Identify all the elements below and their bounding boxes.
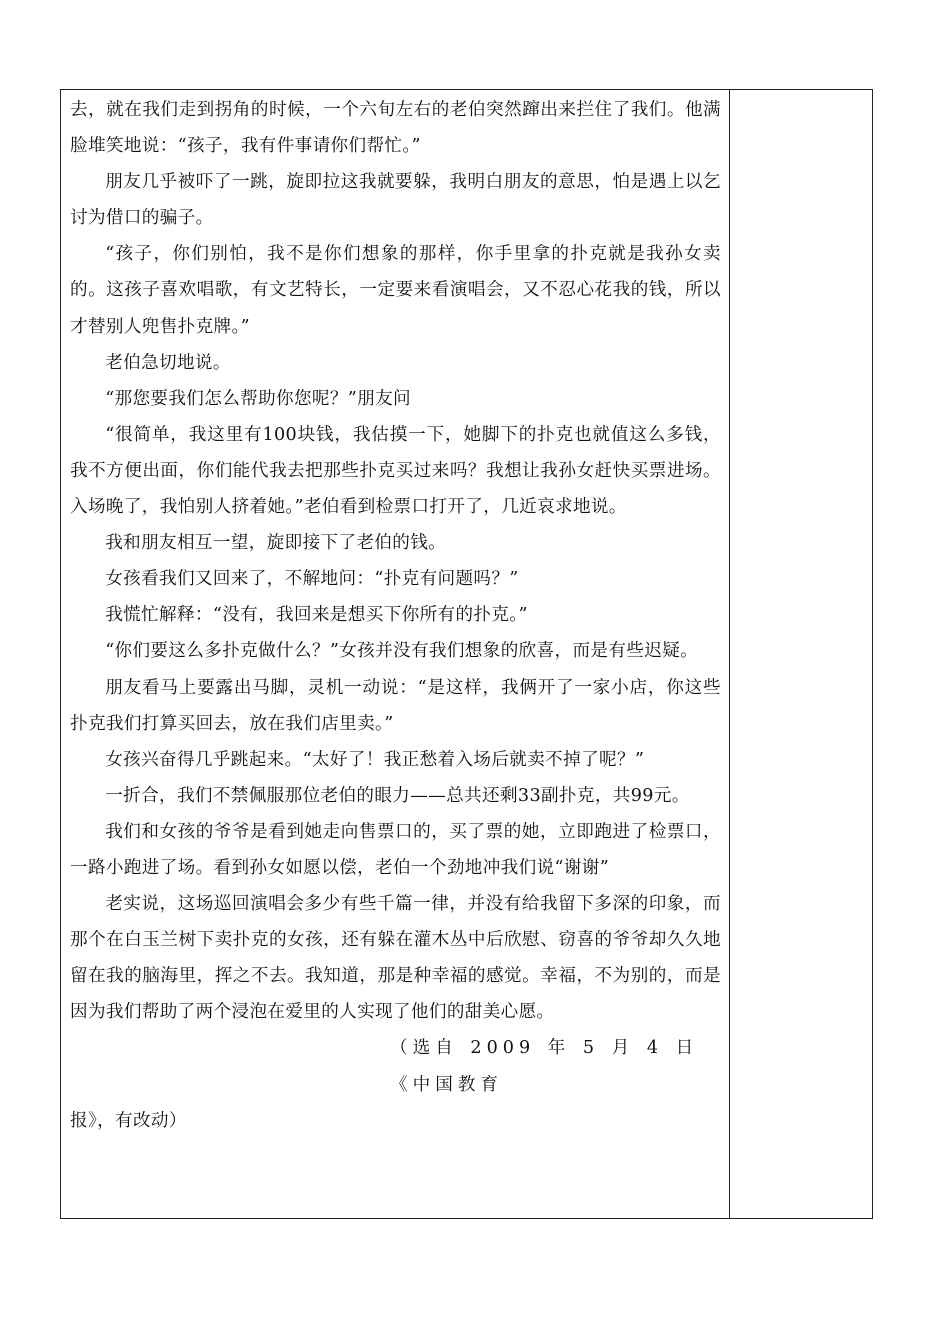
paragraph-8: 女孩看我们又回来了，不解地问：“扑克有问题吗？” [105,569,519,590]
paragraph-10: “你们要这么多扑克做什么？”女孩并没有我们想象的欣喜，而是有些迟疑。 [105,641,699,662]
document-table [60,89,873,1219]
paragraph-5: “那您要我们怎么帮助你您呢？”朋友问 [105,388,411,409]
source-citation-line-1 [70,1030,721,1102]
source-citation-line-2: 报》，有改动） [70,1110,187,1131]
paragraph-15: 老实说，这场巡回演唱会多少有些千篇一律，并没有给我留下多深的印象，而那个在白玉兰树下卖扑克的女孩，还有躲在灌木丛中后欣慰、窃喜的爷爷却久久地留在我的脑海里，挥之不去。我知道，那是种幸福的感觉。幸福，不为别的，而是因为我们帮助了两个浸泡在爱里的人实现了他们的甜美心愿。 [70,894,721,1023]
paragraph-13: 一折合，我们不禁佩服那位老伯的眼力——总共还剩33副扑克，共99元。 [105,785,690,806]
paragraph-14: 我们和女孩的爷爷是看到她走向售票口的，买了票的她，立即跑进了检票口，一路小跑进了场。看到孙女如愿以偿，老伯一个劲地冲我们说“谢谢” [70,821,721,878]
story-text-cell [61,90,730,1218]
paragraph-11: 朋友看马上要露出马脚，灵机一动说：“是这样，我俩开了一家小店，你这些扑克我们打算买回去，放在我们店里卖。” [70,677,721,734]
paragraph-3: “孩子，你们别怕，我不是你们想象的那样，你手里拿的扑克就是我孙女卖的。这孩子喜欢唱歌，有文艺特长，一定要来看演唱会，又不忍心花我的钱，所以才替别人兜售扑克牌。” [70,244,721,337]
paragraph-4: 老伯急切地说。 [105,352,231,373]
empty-side-cell [730,90,872,1218]
source-citation-text: （选自 2009 年 5 月 4 日《中国教育 [390,1038,699,1095]
paragraph-9: 我慌忙解释：“没有，我回来是想买下你所有的扑克。” [105,605,528,626]
paragraph-2: 朋友几乎被吓了一跳，旋即拉这我就要躲，我明白朋友的意思，怕是遇上以乞讨为借口的骗子。 [70,172,721,229]
paragraph-6: “很简单，我这里有100块钱，我估摸一下，她脚下的扑克也就值这么多钱，我不方便出面，你们能代我去把那些扑克买过来吗？我想让我孙女赶快买票进场。入场晚了，我怕别人挤着她。”老伯看到检票口打开了，几近哀求地说。 [70,424,721,518]
paragraph-7: 我和朋友相互一望，旋即接下了老伯的钱。 [105,533,447,554]
paragraph-1: 去，就在我们走到拐角的时候，一个六旬左右的老伯突然蹿出来拦住了我们。他满脸堆笑地说：“孩子，我有件事请你们帮忙。” [70,100,721,157]
paragraph-12: 女孩兴奋得几乎跳起来。“太好了！我正愁着入场后就卖不掉了呢？” [105,749,645,770]
